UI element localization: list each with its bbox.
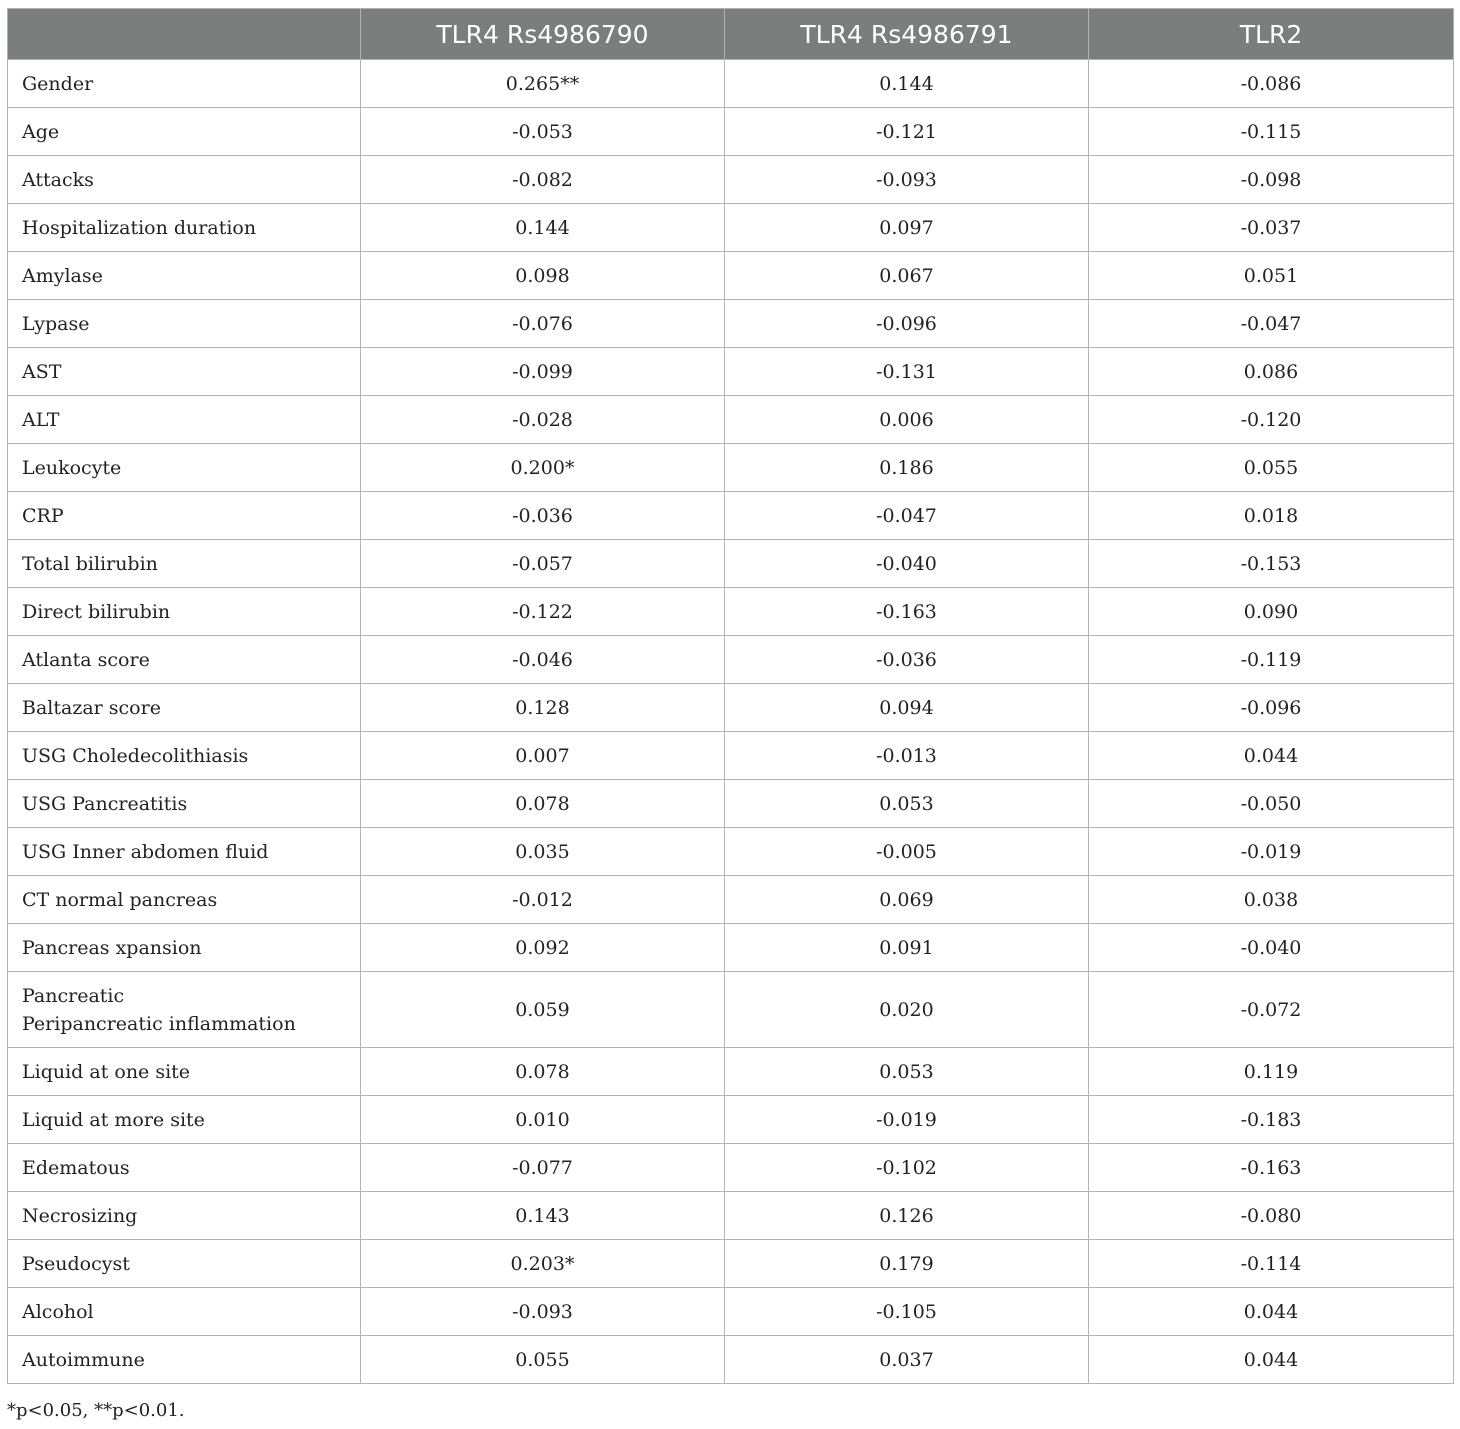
table-row xyxy=(8,444,1454,492)
row-label: Attacks xyxy=(8,156,361,204)
table-row xyxy=(8,732,1454,780)
header-cell-tlr4-rs4986790: TLR4 Rs4986790 xyxy=(361,9,725,60)
table-row xyxy=(8,1048,1454,1096)
table-row xyxy=(8,588,1454,636)
cell-value: -0.093 xyxy=(361,1288,725,1336)
header-cell-empty xyxy=(8,9,361,60)
row-label: Leukocyte xyxy=(8,444,361,492)
cell-value: -0.102 xyxy=(725,1144,1089,1192)
table-row xyxy=(8,1336,1454,1384)
cell-value: 0.038 xyxy=(1089,876,1454,924)
table-row xyxy=(8,1240,1454,1288)
cell-value: -0.046 xyxy=(361,636,725,684)
correlation-table xyxy=(7,8,1454,1384)
table-row xyxy=(8,492,1454,540)
table-row xyxy=(8,828,1454,876)
cell-value: -0.019 xyxy=(725,1096,1089,1144)
table-footnote: *p<0.05, **p<0.01. xyxy=(7,1400,185,1421)
table-row xyxy=(8,60,1454,108)
table-row xyxy=(8,156,1454,204)
cell-value: -0.099 xyxy=(361,348,725,396)
table-row xyxy=(8,684,1454,732)
cell-value: 0.010 xyxy=(361,1096,725,1144)
cell-value: -0.163 xyxy=(725,588,1089,636)
table-row xyxy=(8,1192,1454,1240)
cell-value: 0.119 xyxy=(1089,1048,1454,1096)
cell-value: -0.093 xyxy=(725,156,1089,204)
cell-value: -0.119 xyxy=(1089,636,1454,684)
row-label-line: Pancreatic xyxy=(22,984,125,1007)
cell-value: -0.053 xyxy=(361,108,725,156)
correlation-table-container xyxy=(7,8,1453,1384)
cell-value: 0.128 xyxy=(361,684,725,732)
row-label: Total bilirubin xyxy=(8,540,361,588)
cell-value: 0.044 xyxy=(1089,732,1454,780)
cell-value: 0.092 xyxy=(361,924,725,972)
cell-value: 0.020 xyxy=(725,972,1089,1048)
row-label: Necrosizing xyxy=(8,1192,361,1240)
table-row xyxy=(8,1144,1454,1192)
cell-value: -0.047 xyxy=(1089,300,1454,348)
cell-value: -0.163 xyxy=(1089,1144,1454,1192)
cell-value: 0.090 xyxy=(1089,588,1454,636)
row-label xyxy=(8,972,361,1048)
header-cell-tlr4-rs4986791: TLR4 Rs4986791 xyxy=(725,9,1089,60)
cell-value: -0.098 xyxy=(1089,156,1454,204)
cell-value: -0.005 xyxy=(725,828,1089,876)
cell-value: -0.040 xyxy=(725,540,1089,588)
cell-value: 0.051 xyxy=(1089,252,1454,300)
row-label: Direct bilirubin xyxy=(8,588,361,636)
cell-value: 0.265** xyxy=(361,60,725,108)
cell-value: -0.013 xyxy=(725,732,1089,780)
cell-value: 0.037 xyxy=(725,1336,1089,1384)
table-row xyxy=(8,540,1454,588)
row-label: Gender xyxy=(8,60,361,108)
cell-value: 0.091 xyxy=(725,924,1089,972)
row-label: USG Choledecolithiasis xyxy=(8,732,361,780)
header-row xyxy=(8,9,1454,60)
cell-value: -0.122 xyxy=(361,588,725,636)
cell-value: -0.096 xyxy=(725,300,1089,348)
cell-value: -0.082 xyxy=(361,156,725,204)
cell-value: -0.086 xyxy=(1089,60,1454,108)
row-label: Liquid at more site xyxy=(8,1096,361,1144)
cell-value: 0.069 xyxy=(725,876,1089,924)
cell-value: -0.105 xyxy=(725,1288,1089,1336)
cell-value: -0.076 xyxy=(361,300,725,348)
cell-value: 0.053 xyxy=(725,1048,1089,1096)
row-label: Pseudocyst xyxy=(8,1240,361,1288)
cell-value: -0.114 xyxy=(1089,1240,1454,1288)
row-label: Age xyxy=(8,108,361,156)
row-label: CT normal pancreas xyxy=(8,876,361,924)
table-row xyxy=(8,348,1454,396)
row-label: Edematous xyxy=(8,1144,361,1192)
cell-value: 0.144 xyxy=(725,60,1089,108)
row-label: Alcohol xyxy=(8,1288,361,1336)
cell-value: 0.186 xyxy=(725,444,1089,492)
cell-value: -0.183 xyxy=(1089,1096,1454,1144)
table-row xyxy=(8,876,1454,924)
cell-value: -0.080 xyxy=(1089,1192,1454,1240)
cell-value: 0.200* xyxy=(361,444,725,492)
table-row xyxy=(8,204,1454,252)
row-label: AST xyxy=(8,348,361,396)
table-row xyxy=(8,780,1454,828)
row-label: ALT xyxy=(8,396,361,444)
row-label: USG Pancreatitis xyxy=(8,780,361,828)
cell-value: 0.035 xyxy=(361,828,725,876)
cell-value: -0.131 xyxy=(725,348,1089,396)
cell-value: 0.044 xyxy=(1089,1336,1454,1384)
cell-value: 0.007 xyxy=(361,732,725,780)
cell-value: -0.036 xyxy=(725,636,1089,684)
row-label-line: Peripancreatic inflammation xyxy=(22,1012,296,1035)
cell-value: 0.097 xyxy=(725,204,1089,252)
cell-value: -0.037 xyxy=(1089,204,1454,252)
cell-value: -0.050 xyxy=(1089,780,1454,828)
cell-value: -0.120 xyxy=(1089,396,1454,444)
table-row xyxy=(8,1096,1454,1144)
row-label: Pancreas xpansion xyxy=(8,924,361,972)
table-row xyxy=(8,636,1454,684)
cell-value: 0.098 xyxy=(361,252,725,300)
table-row xyxy=(8,252,1454,300)
cell-value: 0.143 xyxy=(361,1192,725,1240)
row-label: Atlanta score xyxy=(8,636,361,684)
cell-value: -0.057 xyxy=(361,540,725,588)
cell-value: 0.179 xyxy=(725,1240,1089,1288)
table-row xyxy=(8,396,1454,444)
cell-value: 0.067 xyxy=(725,252,1089,300)
cell-value: -0.036 xyxy=(361,492,725,540)
row-label: Liquid at one site xyxy=(8,1048,361,1096)
table-row xyxy=(8,972,1454,1048)
cell-value: -0.012 xyxy=(361,876,725,924)
row-label: Autoimmune xyxy=(8,1336,361,1384)
table-row xyxy=(8,300,1454,348)
cell-value: 0.006 xyxy=(725,396,1089,444)
cell-value: -0.040 xyxy=(1089,924,1454,972)
cell-value: -0.072 xyxy=(1089,972,1454,1048)
row-label: Lypase xyxy=(8,300,361,348)
row-label: Amylase xyxy=(8,252,361,300)
cell-value: -0.047 xyxy=(725,492,1089,540)
cell-value: 0.078 xyxy=(361,1048,725,1096)
cell-value: 0.055 xyxy=(1089,444,1454,492)
cell-value: 0.059 xyxy=(361,972,725,1048)
cell-value: 0.094 xyxy=(725,684,1089,732)
cell-value: 0.018 xyxy=(1089,492,1454,540)
cell-value: 0.053 xyxy=(725,780,1089,828)
table-row xyxy=(8,108,1454,156)
row-label: USG Inner abdomen fluid xyxy=(8,828,361,876)
cell-value: 0.078 xyxy=(361,780,725,828)
cell-value: -0.096 xyxy=(1089,684,1454,732)
cell-value: 0.144 xyxy=(361,204,725,252)
table-row xyxy=(8,924,1454,972)
header-cell-tlr2: TLR2 xyxy=(1089,9,1454,60)
cell-value: -0.153 xyxy=(1089,540,1454,588)
cell-value: -0.115 xyxy=(1089,108,1454,156)
row-label: CRP xyxy=(8,492,361,540)
row-label: Baltazar score xyxy=(8,684,361,732)
cell-value: 0.044 xyxy=(1089,1288,1454,1336)
cell-value: -0.121 xyxy=(725,108,1089,156)
cell-value: 0.203* xyxy=(361,1240,725,1288)
row-label: Hospitalization duration xyxy=(8,204,361,252)
cell-value: 0.086 xyxy=(1089,348,1454,396)
cell-value: -0.077 xyxy=(361,1144,725,1192)
cell-value: -0.028 xyxy=(361,396,725,444)
table-row xyxy=(8,1288,1454,1336)
cell-value: 0.055 xyxy=(361,1336,725,1384)
cell-value: 0.126 xyxy=(725,1192,1089,1240)
cell-value: -0.019 xyxy=(1089,828,1454,876)
